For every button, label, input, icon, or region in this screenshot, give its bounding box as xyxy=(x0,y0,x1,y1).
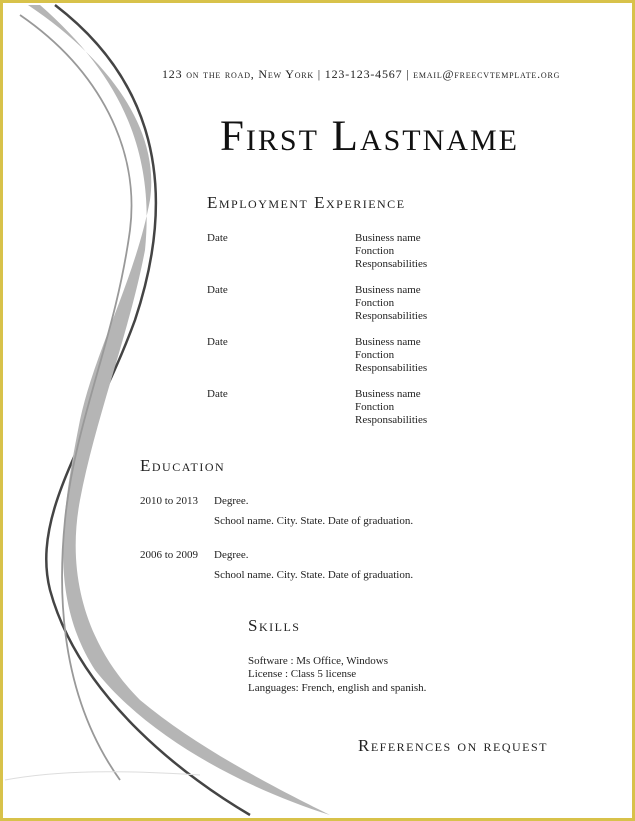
skills-heading: Skills xyxy=(248,616,301,635)
employment-business: Business name xyxy=(355,388,421,400)
employment-responsibilities: Responsabilities xyxy=(355,362,428,374)
education-degree: Degree. xyxy=(214,495,249,507)
employment-responsibilities: Responsabilities xyxy=(355,258,428,270)
education-years: 2010 to 2013 xyxy=(140,495,199,507)
employment-function: Fonction xyxy=(355,297,395,309)
education-school: School name. City. State. Date of graduation. xyxy=(214,515,414,527)
employment-business: Business name xyxy=(355,284,421,296)
references-note: References on request xyxy=(358,736,549,755)
employment-responsibilities: Responsabilities xyxy=(355,310,428,322)
education-degree: Degree. xyxy=(214,549,249,561)
employment-business: Business name xyxy=(355,232,421,244)
education-school: School name. City. State. Date of graduation. xyxy=(214,569,414,581)
employment-business: Business name xyxy=(355,336,421,348)
employment-function: Fonction xyxy=(355,401,395,413)
skill-line: Software : Ms Office, Windows xyxy=(248,655,388,667)
employment-date: Date xyxy=(207,284,228,296)
skill-line: Languages: French, english and spanish. xyxy=(248,682,427,694)
education-heading: Education xyxy=(140,456,226,475)
employment-date: Date xyxy=(207,232,228,244)
employment-date: Date xyxy=(207,388,228,400)
employment-responsibilities: Responsabilities xyxy=(355,414,428,426)
employment-function: Fonction xyxy=(355,349,395,361)
contact-line: 123 on the road, New York | 123-123-4567 | email@freecvtemplate.org xyxy=(162,67,561,81)
education-years: 2006 to 2009 xyxy=(140,549,199,561)
candidate-name: First Lastname xyxy=(220,113,519,160)
employment-heading: Employment Experience xyxy=(207,193,406,212)
employment-date: Date xyxy=(207,336,228,348)
skill-line: License : Class 5 license xyxy=(248,668,357,680)
employment-function: Fonction xyxy=(355,245,395,257)
